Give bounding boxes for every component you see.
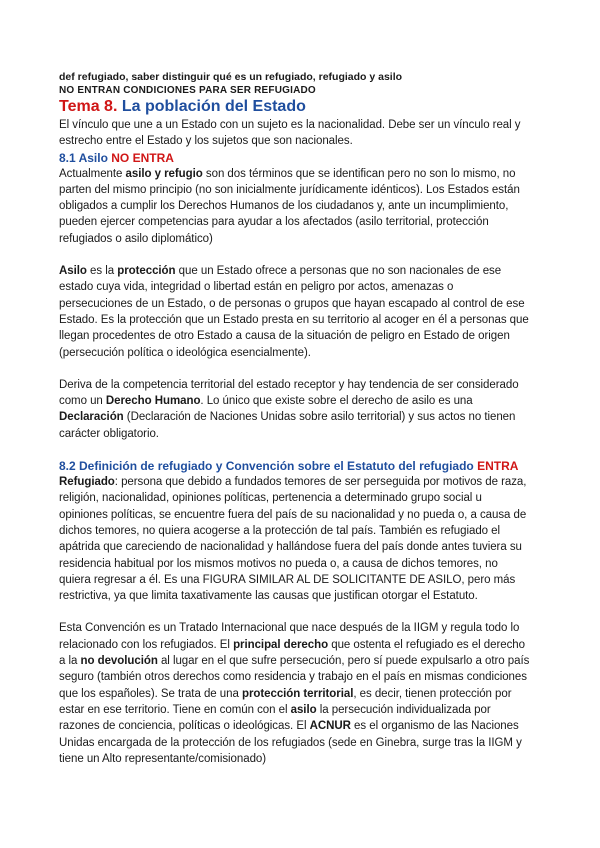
section-2-heading: 8.2 Definición de refugiado y Convención sobre el Estatuto del refugiado ENTRA xyxy=(59,459,519,474)
section-2-tag: ENTRA xyxy=(477,459,519,474)
section-1-paragraph-3: Deriva de la competencia territorial del estado receptor y hay tendencia de ser considerado como un Derecho Humano. Lo único que existe sobre el derecho de asilo es una Declaración (Declaración de Naciones Unidas sobre asilo territorial) y sus actos no tienen carácter obligatorio. xyxy=(59,378,519,440)
section-2-paragraph-2: Esta Convención es un Tratado Internacional que nace después de la IIGM y regula todo lo relacionado con los refugiados. El principal derecho que ostenta el refugiado es el derecho a la no devolución al lugar en el que sufre persecución, pero sí puede expulsarlo a otro país seguro (también otros derechos como residencia y trabajo en el país en mismas condiciones que los españoles). Se trata de una protección territorial, es decir, tienen protección por estar en ese territorio. Tiene en común con el asilo la persecución individualizada por razones de conciencia, políticas o ideológicas. El ACNUR es el organismo de las Naciones Unidas encargada de la protección de los refugiados (sede en Ginebra, surge tras la IIGM y tiene un Alto representante/comisionado) xyxy=(59,622,530,765)
section-2-paragraph-1: Refugiado: persona que debido a fundados temores de ser perseguida por motivos de raza, religión, nacionalidad, opiniones políticas, pertenencia a determinado grupo social u opiniones políticas, se encuentre fuera del país de su nacionalidad y no pueda o, a causa de dichos temores, no quiera acogerse a la protección de tal país. También es refugiado el apátrida que careciendo de nacionalidad y hallándose fuera del país donde antes tuviera su residencia habitual por los mismos motivos no pueda o, a causa de dichos temores, no quiera regresar a él. Es una FIGURA SIMILAR AL DE SOLICITANTE DE ASILO, pero más restrictiva, ya que limita taxativamente las causas que justifican otorgar el Estatuto. xyxy=(59,476,527,603)
section-1-tag: NO ENTRA xyxy=(111,150,174,165)
topic-number: Tema 8. xyxy=(59,98,118,115)
intro-line: El vínculo que une a un Estado con un sujeto es la nacionalidad. Debe ser un vínculo real y xyxy=(59,119,521,131)
topic-title-text: La población del Estado xyxy=(117,98,306,115)
section-1-paragraph-2: Asilo es la protección que un Estado ofrece a personas que no son nacionales de ese estado cuya vida, integridad o libertad están en peligro por actos, amenazas o persecuciones de un Estado, o de personas o grupos que hayan escapado al control de ese Estado. Es la protección que un Estado presta en su territorio al acoger en él a personas que llegan procedentes de otro Estado a causa de la situación de peligro en Estado de origen (persecución política o ideológica esencialmente). xyxy=(59,265,529,359)
section-1-heading: 8.1 Asilo NO ENTRA xyxy=(59,150,174,165)
intro-line: estrecho entre el Estado y los sujetos que son nacionales. xyxy=(59,135,353,148)
note-line-1: def refugiado, saber distinguir qué es un refugiado, refugiado y asilo xyxy=(59,71,403,83)
note-line-2: NO ENTRAN CONDICIONES PARA SER REFUGIADO xyxy=(59,85,316,96)
section-1-paragraph-1: Actualmente asilo y refugio son dos términos que se identifican pero no son lo mismo, no parten del mismo principio (no son inicialmente jurídicamente idénticos). Los Estados están obligados a cumplir los Derechos Humanos de los ciudadanos y, ante un incumplimiento, pueden ejercer competencias para ayudar a los afectados (asilo territorial, protección refugiados o asilo diplomático) xyxy=(59,167,520,245)
document-content xyxy=(59,70,547,767)
topic-title xyxy=(59,97,547,117)
intro-paragraph xyxy=(59,117,547,150)
